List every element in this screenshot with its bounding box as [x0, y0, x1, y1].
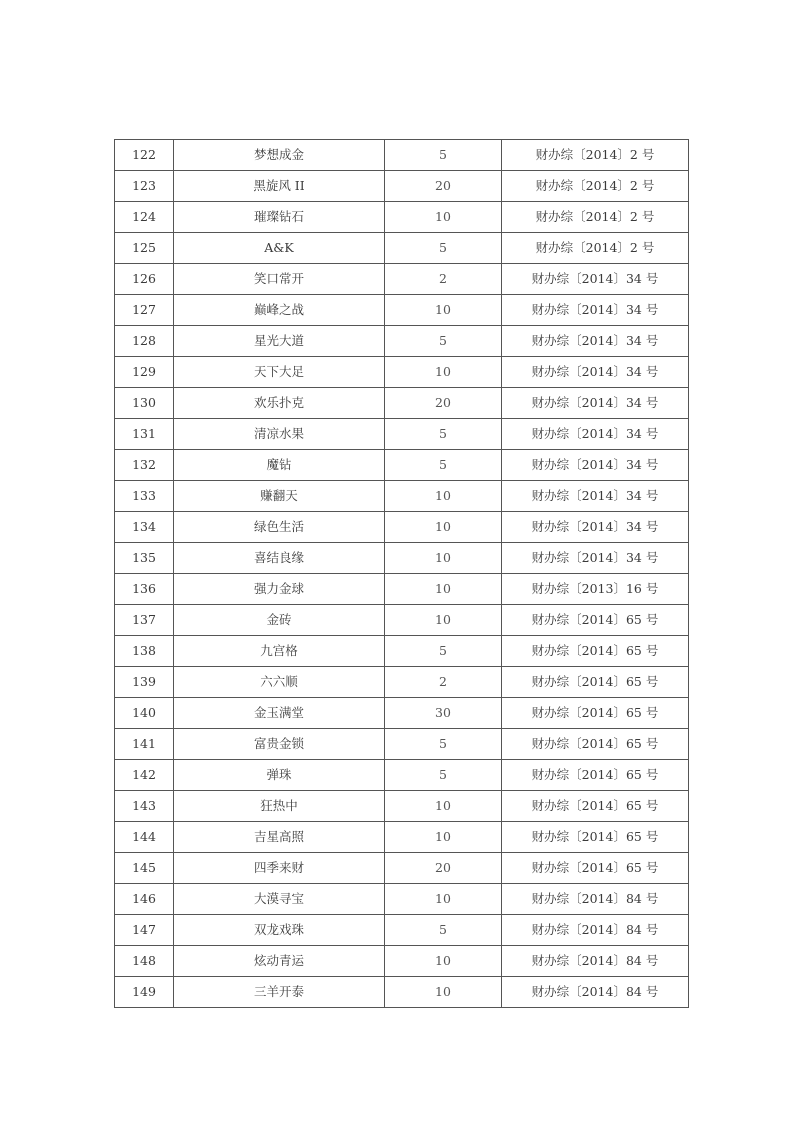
game-name: 金砖 — [174, 605, 385, 636]
table-row — [115, 357, 689, 388]
document-reference: 财办综〔2014〕65 号 — [502, 853, 689, 884]
document-reference: 财办综〔2014〕34 号 — [502, 419, 689, 450]
table-row — [115, 171, 689, 202]
table-row — [115, 543, 689, 574]
document-reference: 财办综〔2014〕2 号 — [502, 140, 689, 171]
game-name: 九宫格 — [174, 636, 385, 667]
row-number: 132 — [115, 450, 174, 481]
table-row — [115, 326, 689, 357]
row-number: 135 — [115, 543, 174, 574]
game-name: 四季来财 — [174, 853, 385, 884]
amount-value: 10 — [385, 946, 502, 977]
game-name: 金玉满堂 — [174, 698, 385, 729]
game-name: 吉星高照 — [174, 822, 385, 853]
amount-value: 5 — [385, 140, 502, 171]
amount-value: 10 — [385, 574, 502, 605]
amount-value: 10 — [385, 295, 502, 326]
amount-value: 30 — [385, 698, 502, 729]
table-row — [115, 760, 689, 791]
document-reference: 财办综〔2014〕84 号 — [502, 946, 689, 977]
amount-value: 20 — [385, 388, 502, 419]
amount-value: 2 — [385, 667, 502, 698]
amount-value: 5 — [385, 419, 502, 450]
amount-value: 10 — [385, 202, 502, 233]
table-row — [115, 946, 689, 977]
row-number: 131 — [115, 419, 174, 450]
game-name: 欢乐扑克 — [174, 388, 385, 419]
row-number: 149 — [115, 977, 174, 1008]
game-name: 黑旋风 II — [174, 171, 385, 202]
document-reference: 财办综〔2014〕65 号 — [502, 791, 689, 822]
game-name: 喜结良缘 — [174, 543, 385, 574]
table-row — [115, 419, 689, 450]
row-number: 129 — [115, 357, 174, 388]
game-name: 六六顺 — [174, 667, 385, 698]
amount-value: 5 — [385, 915, 502, 946]
amount-value: 10 — [385, 543, 502, 574]
game-name: 星光大道 — [174, 326, 385, 357]
table-row — [115, 698, 689, 729]
row-number: 127 — [115, 295, 174, 326]
game-name: 梦想成金 — [174, 140, 385, 171]
document-reference: 财办综〔2014〕34 号 — [502, 481, 689, 512]
game-name: 弹珠 — [174, 760, 385, 791]
amount-value: 2 — [385, 264, 502, 295]
document-reference: 财办综〔2014〕34 号 — [502, 295, 689, 326]
amount-value: 5 — [385, 729, 502, 760]
row-number: 126 — [115, 264, 174, 295]
amount-value: 10 — [385, 605, 502, 636]
document-reference: 财办综〔2014〕65 号 — [502, 667, 689, 698]
game-name: 天下大足 — [174, 357, 385, 388]
amount-value: 10 — [385, 481, 502, 512]
game-name: 狂热中 — [174, 791, 385, 822]
table-row — [115, 791, 689, 822]
document-reference: 财办综〔2013〕16 号 — [502, 574, 689, 605]
document-reference: 财办综〔2014〕65 号 — [502, 636, 689, 667]
amount-value: 10 — [385, 791, 502, 822]
table-row — [115, 605, 689, 636]
lottery-game-table — [114, 139, 689, 1008]
document-reference: 财办综〔2014〕2 号 — [502, 233, 689, 264]
game-name: 清凉水果 — [174, 419, 385, 450]
table-row — [115, 636, 689, 667]
row-number: 122 — [115, 140, 174, 171]
table-row — [115, 233, 689, 264]
row-number: 146 — [115, 884, 174, 915]
game-name: 大漠寻宝 — [174, 884, 385, 915]
game-name: A&K — [174, 233, 385, 264]
row-number: 145 — [115, 853, 174, 884]
table-row — [115, 481, 689, 512]
row-number: 139 — [115, 667, 174, 698]
amount-value: 20 — [385, 171, 502, 202]
row-number: 144 — [115, 822, 174, 853]
table-row — [115, 295, 689, 326]
amount-value: 10 — [385, 977, 502, 1008]
table-row — [115, 667, 689, 698]
document-reference: 财办综〔2014〕65 号 — [502, 822, 689, 853]
document-reference: 财办综〔2014〕34 号 — [502, 512, 689, 543]
document-reference: 财办综〔2014〕34 号 — [502, 264, 689, 295]
amount-value: 5 — [385, 636, 502, 667]
game-name: 璀璨钻石 — [174, 202, 385, 233]
row-number: 148 — [115, 946, 174, 977]
table-row — [115, 884, 689, 915]
game-name: 笑口常开 — [174, 264, 385, 295]
game-name: 三羊开泰 — [174, 977, 385, 1008]
amount-value: 5 — [385, 760, 502, 791]
document-reference: 财办综〔2014〕65 号 — [502, 729, 689, 760]
amount-value: 5 — [385, 233, 502, 264]
game-name: 双龙戏珠 — [174, 915, 385, 946]
document-reference: 财办综〔2014〕84 号 — [502, 884, 689, 915]
row-number: 128 — [115, 326, 174, 357]
row-number: 142 — [115, 760, 174, 791]
game-name: 魔钻 — [174, 450, 385, 481]
document-reference: 财办综〔2014〕34 号 — [502, 357, 689, 388]
amount-value: 10 — [385, 822, 502, 853]
row-number: 124 — [115, 202, 174, 233]
amount-value: 20 — [385, 853, 502, 884]
table-row — [115, 202, 689, 233]
row-number: 125 — [115, 233, 174, 264]
game-name: 富贵金锁 — [174, 729, 385, 760]
table-row — [115, 264, 689, 295]
game-name: 巅峰之战 — [174, 295, 385, 326]
game-name: 赚翻天 — [174, 481, 385, 512]
game-name: 炫动青运 — [174, 946, 385, 977]
document-reference: 财办综〔2014〕65 号 — [502, 760, 689, 791]
table-row — [115, 977, 689, 1008]
amount-value: 5 — [385, 326, 502, 357]
row-number: 130 — [115, 388, 174, 419]
table-row — [115, 729, 689, 760]
document-reference: 财办综〔2014〕2 号 — [502, 202, 689, 233]
document-reference: 财办综〔2014〕34 号 — [502, 543, 689, 574]
table-row — [115, 915, 689, 946]
row-number: 140 — [115, 698, 174, 729]
document-reference: 财办综〔2014〕34 号 — [502, 388, 689, 419]
row-number: 134 — [115, 512, 174, 543]
row-number: 136 — [115, 574, 174, 605]
row-number: 143 — [115, 791, 174, 822]
document-reference: 财办综〔2014〕65 号 — [502, 605, 689, 636]
document-reference: 财办综〔2014〕84 号 — [502, 977, 689, 1008]
amount-value: 10 — [385, 512, 502, 543]
row-number: 133 — [115, 481, 174, 512]
row-number: 138 — [115, 636, 174, 667]
table-row — [115, 822, 689, 853]
row-number: 137 — [115, 605, 174, 636]
document-reference: 财办综〔2014〕84 号 — [502, 915, 689, 946]
table-row — [115, 512, 689, 543]
table-row — [115, 388, 689, 419]
game-name: 绿色生活 — [174, 512, 385, 543]
row-number: 123 — [115, 171, 174, 202]
table-body — [115, 140, 689, 1008]
amount-value: 5 — [385, 450, 502, 481]
table-row — [115, 853, 689, 884]
row-number: 141 — [115, 729, 174, 760]
amount-value: 10 — [385, 357, 502, 388]
document-reference: 财办综〔2014〕2 号 — [502, 171, 689, 202]
document-reference: 财办综〔2014〕65 号 — [502, 698, 689, 729]
document-reference: 财办综〔2014〕34 号 — [502, 450, 689, 481]
amount-value: 10 — [385, 884, 502, 915]
row-number: 147 — [115, 915, 174, 946]
table-row — [115, 450, 689, 481]
game-name: 强力金球 — [174, 574, 385, 605]
table-row — [115, 574, 689, 605]
document-reference: 财办综〔2014〕34 号 — [502, 326, 689, 357]
table-row — [115, 140, 689, 171]
